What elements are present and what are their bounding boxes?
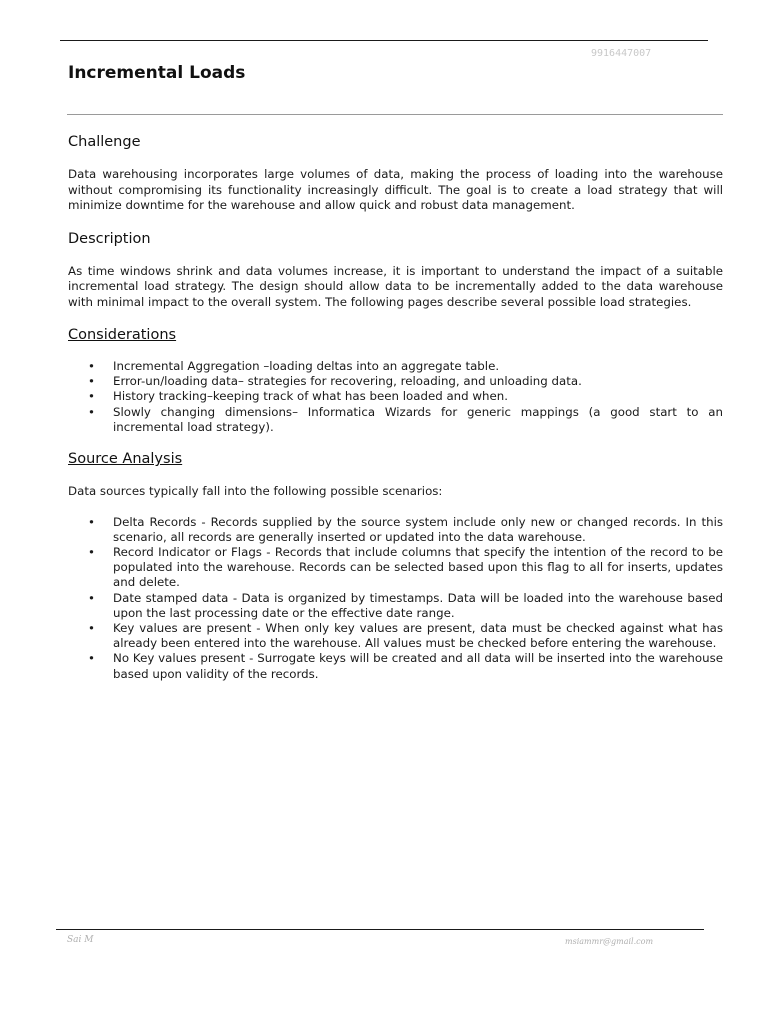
footer-email: msiammr@gmail.com — [565, 937, 654, 946]
scenarios-list — [68, 515, 723, 682]
considerations-heading: Considerations — [68, 327, 177, 343]
list-item — [68, 621, 723, 651]
list-item-text: Key values are present - When only key values are present, data must be checked against what has already been entered into the warehouse. All values must be checked before entering the warehouse. — [113, 620, 723, 651]
source-analysis-heading: Source Analysis — [68, 451, 183, 468]
source-analysis-intro: Data sources typically fall into the following possible scenarios: — [68, 484, 443, 499]
list-item-text: Record Indicator or Flags - Records that include columns that specify the intention of the record to be populated into the warehouse. Records can be selected based upon this flag to all for inserts, updates and delete. — [113, 544, 723, 590]
list-item — [68, 515, 723, 545]
bullet-icon: • — [88, 544, 95, 559]
list-item — [68, 389, 723, 404]
list-item-text: Incremental Aggregation –loading deltas into an aggregate table. — [113, 359, 500, 373]
description-heading: Description — [68, 230, 151, 247]
list-item-text: Slowly changing dimensions– Informatica Wizards for generic mappings (a good start to an incremental load strategy). — [113, 404, 723, 434]
list-item — [68, 359, 723, 374]
header-phone: 9916447007 — [591, 48, 652, 59]
bullet-icon: • — [88, 374, 95, 389]
page-title: Incremental Loads — [68, 63, 246, 83]
title-divider — [67, 114, 723, 115]
list-item — [68, 591, 723, 621]
list-item — [68, 405, 723, 435]
list-item-text: No Key values present - Surrogate keys will be created and all data will be inserted into the warehouse based upon validity of the records. — [113, 651, 723, 681]
challenge-paragraph: Data warehousing incorporates large volumes of data, making the process of loading into the warehouse without compromising its functionality increasingly difficult. The goal is to create a load strategy that will minimize downtime for the warehouse and allow quick and robust data management. — [68, 167, 723, 212]
document-body — [68, 134, 723, 682]
considerations-list — [68, 359, 723, 435]
list-item-text: Delta Records - Records supplied by the source system include only new or changed records. In this scenario, all records are generally inserted or updated into the data warehouse. — [113, 514, 723, 544]
footer-author: Sai M — [67, 935, 94, 945]
list-item — [68, 545, 723, 591]
bullet-icon: • — [88, 359, 95, 373]
header-rule — [60, 40, 708, 41]
challenge-heading: Challenge — [68, 134, 141, 150]
list-item-text: History tracking–keeping track of what has been loaded and when. — [113, 389, 509, 404]
list-item — [68, 651, 723, 681]
bullet-icon: • — [88, 651, 95, 666]
bullet-icon: • — [88, 514, 95, 529]
list-item — [68, 374, 723, 389]
bullet-icon: • — [88, 389, 95, 404]
bullet-icon: • — [88, 404, 95, 419]
list-item-text: Error-un/loading data– strategies for recovering, reloading, and unloading data. — [113, 374, 582, 389]
description-paragraph: As time windows shrink and data volumes increase, it is important to understand the impact of a suitable incremental load strategy. The design should allow data to be incrementally added to the data warehouse with minimal impact to the overall system. The following pages describe several possible load strategies. — [68, 263, 723, 309]
bullet-icon: • — [88, 620, 95, 635]
list-item-text: Date stamped data - Data is organized by timestamps. Data will be loaded into the warehouse based upon the last processing date or the effective date range. — [113, 590, 723, 620]
footer-rule — [56, 929, 704, 930]
bullet-icon: • — [88, 590, 95, 605]
